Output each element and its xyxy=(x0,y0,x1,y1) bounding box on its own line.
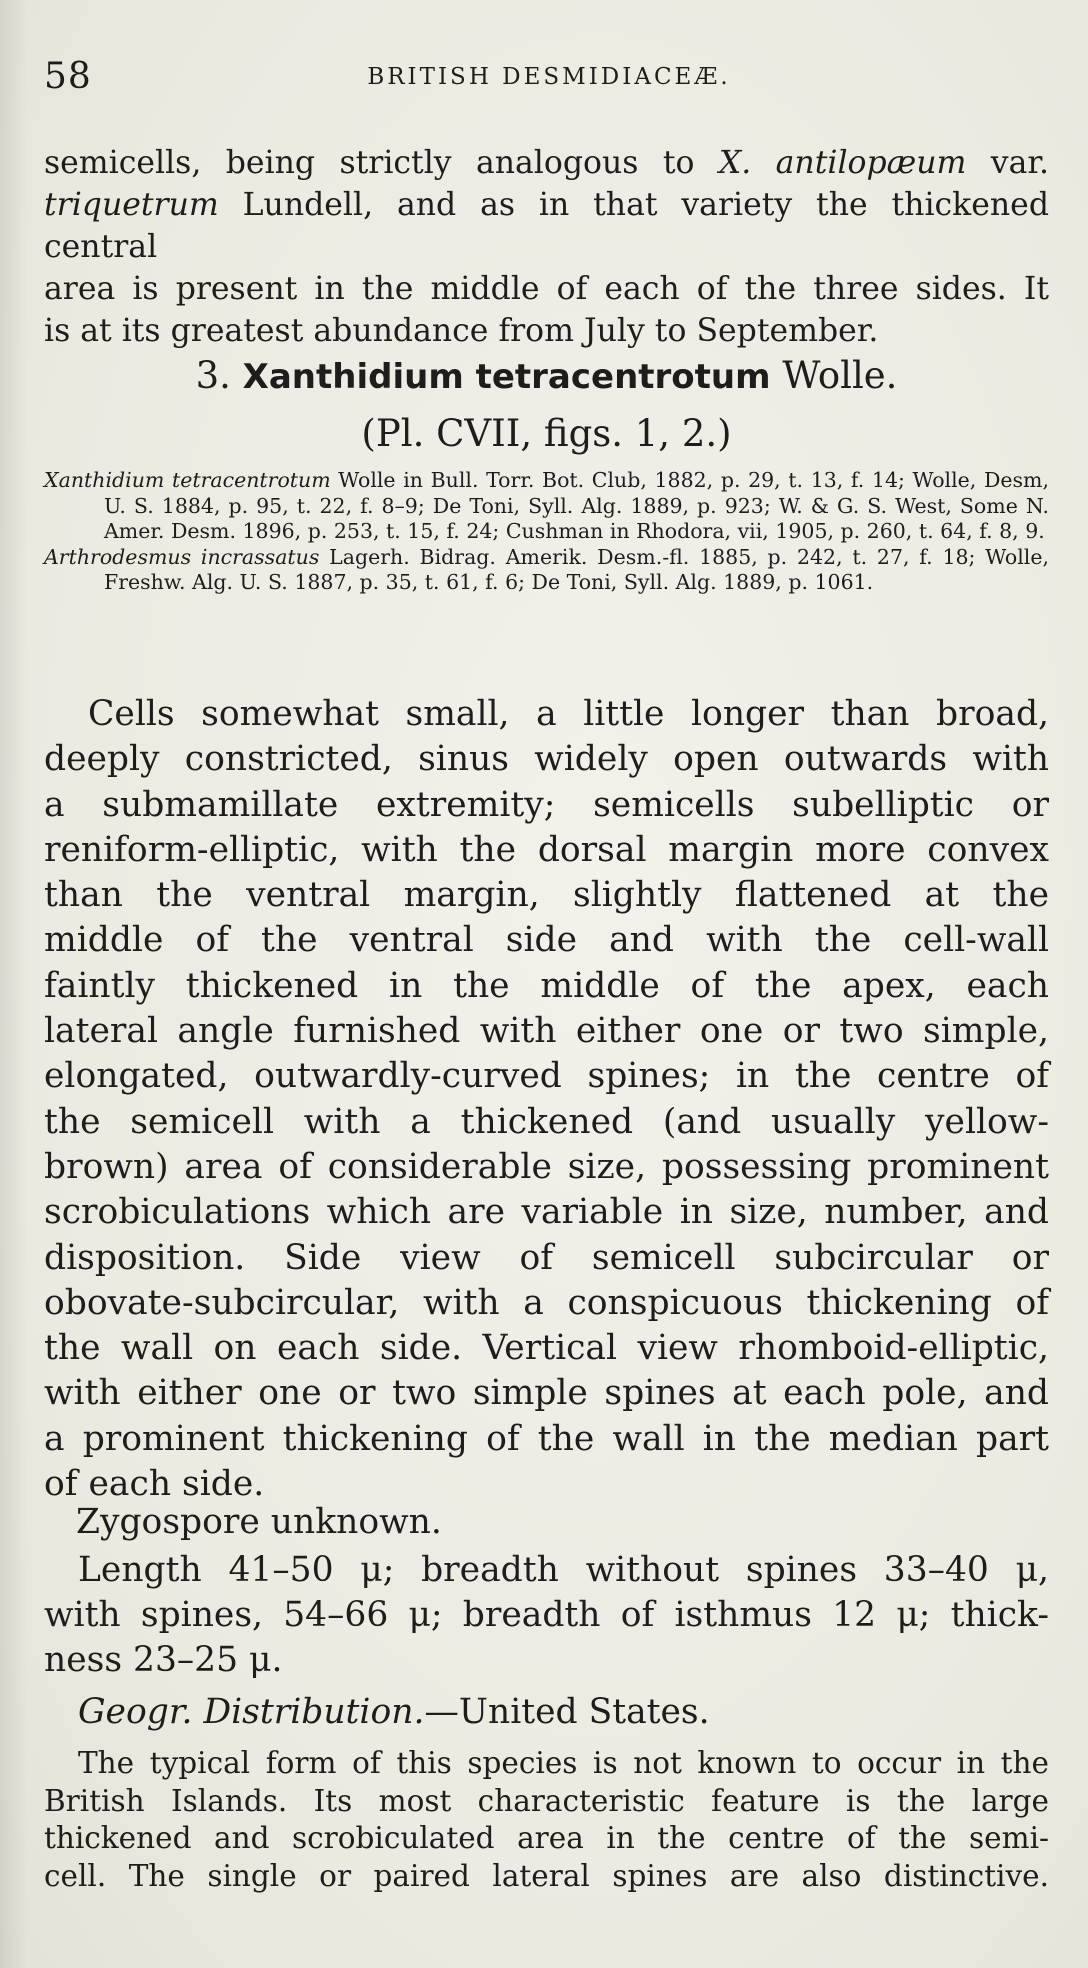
note-line: The typical form of this species is not known to occur in the xyxy=(78,1746,1049,1780)
species-heading xyxy=(44,352,1049,401)
dimension-line: ness 23–25 μ. xyxy=(44,1640,283,1680)
distribution-label: Geogr. Distribution. xyxy=(78,1692,425,1732)
species-reference: X. antilopæum xyxy=(718,145,967,181)
synonymy-entry xyxy=(44,468,1049,545)
description-line: brown) area of considerable size, possessing prominent xyxy=(44,1146,1049,1187)
species-name: Xanthidium tetracentrotum xyxy=(242,357,771,397)
scan-edge-shadow xyxy=(0,0,28,1968)
description-line: elongated, outwardly-curved spines; in the centre of xyxy=(44,1056,1049,1097)
description-line: of each side. xyxy=(44,1464,265,1505)
closing-note xyxy=(44,1745,1049,1895)
synonymy-entry xyxy=(44,545,1049,596)
description-line: Cells somewhat small, a little longer than broad, xyxy=(88,694,1049,734)
intro-line: is at its greatest abundance from July to September. xyxy=(44,313,879,349)
description-line: faintly thickened in the middle of the apex, each xyxy=(44,965,1049,1006)
synonym-citation: Wolle in Bull. Torr. Bot. Club, 1882, p. 29, t. 13, f. 14; Wolle, Desm, U. S. 1884, p. 95, t. 22, f. 8–9; De Toni, Syll. Alg. 1889, p. 923; W. & G. S. West, Some N. Amer. Desm. 1896, p. 253, t. 15, f. 24; Cushman in Rhodora, vii, 1905, p. 260, t. 64, f. 8, 9. xyxy=(104,468,1049,543)
description-line: than the ventral margin, slightly flattened at the xyxy=(44,875,1049,916)
variety-reference: triquetrum xyxy=(44,187,219,223)
description-line: the wall on each side. Vertical view rhomboid-elliptic, xyxy=(44,1328,1049,1369)
page-header xyxy=(44,56,1054,100)
synonym-citation: Lagerh. Bidrag. Amerik. Desm.-fl. 1885, p. 242, t. 27, f. 18; Wolle, Freshw. Alg. U. S. 1887, p. 35, t. 61, f. 6; De Toni, Syll. Alg. 1889, p. 1061. xyxy=(104,544,1049,594)
note-line: British Islands. Its most characteristic feature is the large xyxy=(44,1783,1049,1818)
species-description xyxy=(44,692,1049,1507)
intro-paragraph xyxy=(44,142,1049,352)
description-line: obovate-subcircular, with a conspicuous thickening of xyxy=(44,1282,1049,1323)
species-number: 3. xyxy=(195,354,231,397)
dimension-line: Length 41–50 μ; breadth without spines 33–40 μ, xyxy=(78,1550,1049,1590)
description-line: a prominent thickening of the wall in the median part xyxy=(44,1418,1049,1459)
intro-line: semicells, being strictly analogous to X. antilopæum var. xyxy=(44,145,1049,181)
note-line: thickened and scrobiculated area in the centre of the semi- xyxy=(44,1821,1049,1855)
description-line: the semicell with a thickened (and usually yellow- xyxy=(44,1101,1049,1142)
description-line: disposition. Side view of semicell subcircular or xyxy=(44,1237,1049,1278)
note-line: cell. The single or paired lateral spines are also distinctive. xyxy=(44,1858,1049,1893)
geographic-distribution xyxy=(44,1690,1049,1735)
description-line: middle of the ventral side and with the cell-wall xyxy=(44,920,1049,961)
description-line: deeply constricted, sinus widely open outwards with xyxy=(44,739,1049,780)
description-line: reniform-elliptic, with the dorsal margin more convex xyxy=(44,829,1049,870)
description-line: with either one or two simple spines at each pole, and xyxy=(44,1373,1049,1414)
intro-line: triquetrum Lundell, and as in that variety the thickened central xyxy=(44,187,1049,265)
plate-reference: (Pl. CVII, figs. 1, 2.) xyxy=(361,412,732,455)
zygospore-note: Zygospore unknown. xyxy=(76,1502,442,1542)
description-line: lateral angle furnished with either one or two simple, xyxy=(44,1011,1049,1052)
synonym-name: Arthrodesmus incrassatus xyxy=(44,544,320,569)
page-number: 58 xyxy=(44,56,92,97)
dimension-line: with spines, 54–66 μ; breadth of isthmus 12 μ; thick- xyxy=(44,1595,1049,1635)
description-line: scrobiculations which are variable in size, number, and xyxy=(44,1192,1049,1233)
dimensions xyxy=(44,1548,1049,1683)
synonym-name: Xanthidium tetracentrotum xyxy=(44,468,331,492)
species-author: Wolle. xyxy=(782,354,898,397)
description-line: a submamillate extremity; semicells subelliptic or xyxy=(44,784,1049,825)
distribution-value: —United States. xyxy=(424,1692,710,1732)
intro-line: area is present in the middle of each of the three sides. It xyxy=(44,271,1049,307)
running-head: BRITISH DESMIDIACEÆ. xyxy=(367,64,731,90)
synonymy-block xyxy=(44,468,1049,596)
